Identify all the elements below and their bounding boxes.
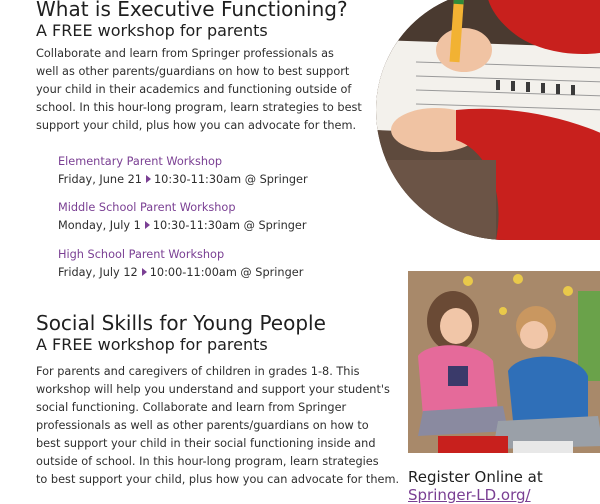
section1-heading: What is Executive Functioning?	[36, 0, 348, 21]
paragraph-line: your child in their academics and functioning outside of	[36, 83, 352, 96]
workshop-day: Friday, June 21	[58, 173, 142, 186]
paragraph-line: workshop will help you understand and support your student's	[36, 383, 390, 396]
workshop-title[interactable]: High School Parent Workshop	[58, 248, 225, 261]
section2-heading: Social Skills for Young People	[36, 311, 326, 335]
writing-photo	[376, 0, 600, 240]
workshop-schedule	[58, 264, 303, 282]
workshop-schedule	[58, 217, 307, 235]
paragraph-line: best support your child in their social functioning inside and	[36, 437, 376, 450]
paragraph-line: to best support your child, plus how you can advocate for them.	[36, 473, 400, 486]
register-label: Register Online at	[408, 468, 543, 486]
section2-paragraph	[36, 363, 399, 489]
workshop-time: 10:30-11:30am @ Springer	[154, 173, 308, 186]
paragraph-line: school. In this hour-long program, learn strategies to best	[36, 101, 362, 114]
section1-paragraph	[36, 45, 362, 135]
register-link[interactable]: Springer-LD.org/	[408, 486, 531, 504]
section1-subheading: A FREE workshop for parents	[36, 21, 268, 40]
workshop-high-school	[58, 246, 303, 282]
writing-photo-illustration	[376, 0, 600, 240]
kids-photo-illustration	[408, 271, 600, 453]
triangle-arrow-icon	[142, 268, 147, 276]
triangle-arrow-icon	[146, 175, 151, 183]
paragraph-line: outside of school. In this hour-long program, learn strategies	[36, 455, 379, 468]
workshop-schedule	[58, 171, 308, 189]
paragraph-line: social functioning. Collaborate and learn from Springer	[36, 401, 347, 414]
section2-subheading: A FREE workshop for parents	[36, 335, 268, 354]
triangle-arrow-icon	[145, 221, 150, 229]
workshop-middle-school	[58, 199, 307, 235]
workshop-time: 10:00-11:00am @ Springer	[149, 266, 304, 279]
kids-photo	[408, 271, 600, 453]
workshop-day: Monday, July 1	[58, 219, 141, 232]
paragraph-line: well as other parents/guardians on how to best support	[36, 65, 350, 78]
workshop-time: 10:30-11:30am @ Springer	[152, 219, 307, 232]
workshop-elementary	[58, 153, 308, 189]
paragraph-line: For parents and caregivers of children in grades 1-8. This	[36, 365, 360, 378]
paragraph-line: support your child, plus how you can advocate for them.	[36, 119, 357, 132]
paragraph-line: professionals as well as other parents/guardians on how to	[36, 419, 369, 432]
workshop-day: Friday, July 12	[58, 266, 138, 279]
workshop-title[interactable]: Elementary Parent Workshop	[58, 155, 223, 168]
paragraph-line: Collaborate and learn from Springer professionals as	[36, 47, 334, 60]
workshop-title[interactable]: Middle School Parent Workshop	[58, 201, 236, 214]
